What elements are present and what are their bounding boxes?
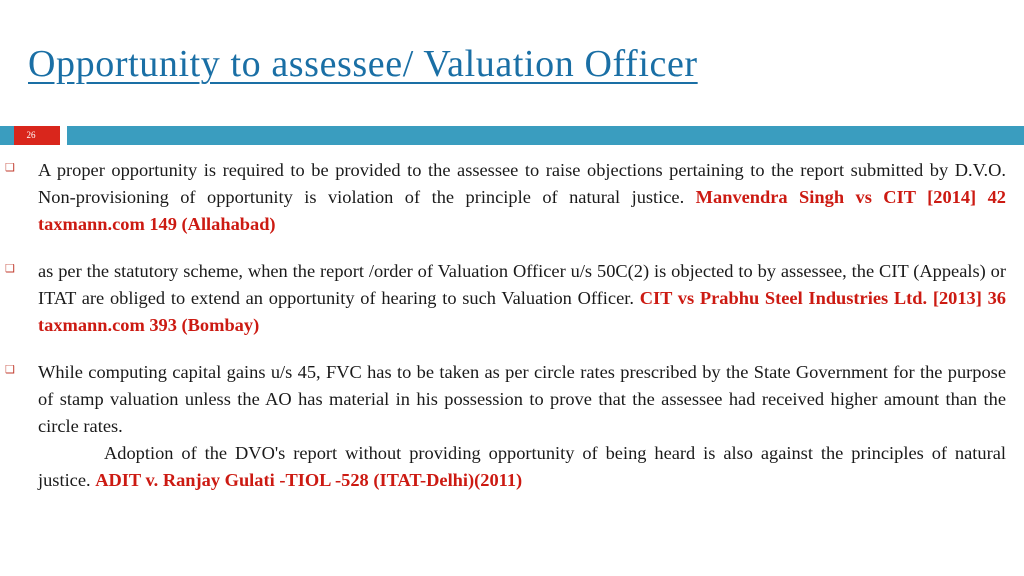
case-citation: CIT vs Prabhu Steel Industries Ltd. [2013] 36 taxmann.com 393 (Bombay) (38, 288, 1006, 335)
header-bar-right (67, 126, 1024, 145)
bullet-item-3 (0, 359, 1024, 494)
square-bullet-icon: ❑ (5, 162, 15, 174)
square-bullet-icon: ❑ (5, 364, 15, 376)
bullet-item-1 (0, 157, 1024, 238)
case-citation: ADIT v. Ranjay Gulati -TIOL -528 (ITAT-Delhi)(2011) (95, 470, 523, 490)
bullet-text: While computing capital gains u/s 45, FVC has to be taken as per circle rates prescribed by the State Government for the purpose of stamp valuation unless the AO has material in his possession to prove that the assessee had received higher amount than the circle rates. (38, 362, 1006, 436)
case-citation: Manvendra Singh vs CIT [2014] 42 taxmann.com 149 (Allahabad) (38, 187, 1006, 234)
header-bar-left (0, 126, 14, 145)
bullet-text: A proper opportunity is required to be provided to the assessee to raise objections pertaining to the report submitted by D.V.O. Non-provisioning of opportunity is violation of the principle of natural justice. (38, 160, 1006, 207)
bullet-list (0, 157, 1024, 514)
square-bullet-icon: ❑ (5, 263, 15, 275)
bullet-text: as per the statutory scheme, when the report /order of Valuation Officer u/s 50C(2) is objected to by assessee, the CIT (Appeals) or ITAT are obliged to extend an opportunity of hearing to such Valuation Officer. (38, 261, 1006, 308)
bullet-item-2 (0, 258, 1024, 339)
bullet-text-continued: Adoption of the DVO's report without providing opportunity of being heard is also against the principles of natural justice. (38, 443, 1006, 490)
page-number-badge: 26 (14, 126, 60, 145)
page-title: Opportunity to assessee/ Valuation Officer (28, 43, 698, 85)
